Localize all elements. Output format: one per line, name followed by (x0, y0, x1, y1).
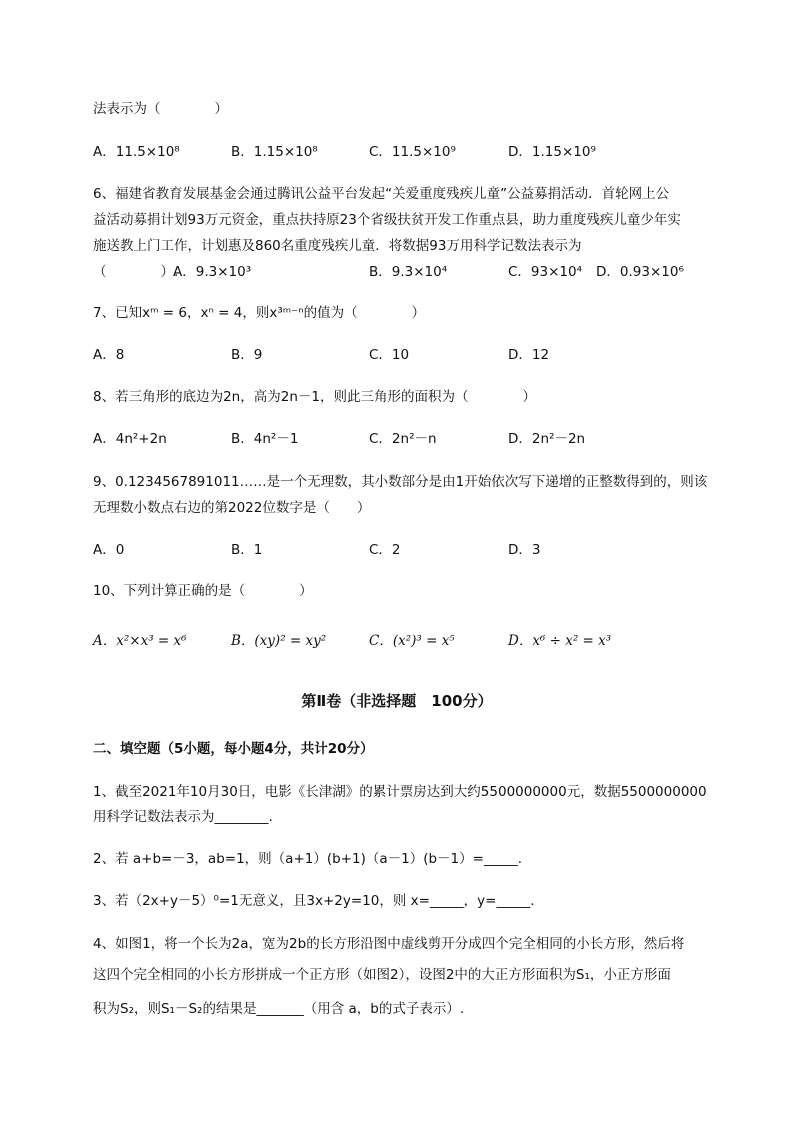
q5-option-c: C．11.5×10⁹ (369, 144, 456, 160)
q6-line2: 益活动募捐计划93万元资金，重点扶持原23个省级扶贫开发工作重点县，助力重度残疾儿童少年实 (93, 212, 681, 228)
fill1-line2: 用科学记数法表示为________. (93, 809, 273, 825)
q8-options (93, 430, 733, 448)
q10-text: 10、下列计算正确的是（ ） (93, 583, 313, 599)
q9-line2: 无理数小数点右边的第2022位数字是（ ） (93, 500, 371, 516)
q8-option-d: D．2n²－2n (508, 431, 586, 447)
q7-option-a: A．8 (93, 347, 125, 363)
q5-option-a: A．11.5×10⁸ (93, 144, 180, 160)
q7-option-c: C．10 (369, 347, 410, 363)
q8-option-a: A．4n²+2n (93, 431, 167, 447)
fill4-line3: 积为S₂，则S₁－S₂的结果是_______（用含 a，b的式子表示）. (93, 1001, 465, 1017)
fill4-line1: 4、如图1，将一个长为2a，宽为2b的长方形沿图中虚线剪开分成四个完全相同的小长方形，然后将 (93, 936, 685, 952)
q7-option-b: B．9 (231, 347, 263, 363)
fill4-line2: 这四个完全相同的小长方形拼成一个正方形（如图2），设图2中的大正方形面积为S₁，小正方形面 (93, 967, 671, 983)
q6-option-a: A．9.3×10³ (173, 264, 252, 280)
q9-options (93, 541, 733, 559)
q9-option-d: D．3 (508, 542, 541, 558)
q8-option-c: C．2n²－n (369, 431, 437, 447)
q6-line1: 6、福建省教育发展基金会通过腾讯公益平台发起“关爱重度残疾儿童”公益募捐活动．首轮网上公 (93, 186, 670, 202)
q7-text: 7、已知xᵐ = 6，xⁿ = 4，则x³ᵐ⁻ⁿ的值为（ ） (93, 305, 426, 321)
q5-tail: 法表示为（ ） (93, 101, 228, 117)
fill2-text: 2、若 a+b=－3，ab=1，则（a+1）(b+1)（a－1）(b－1）=_____. (93, 851, 522, 867)
part2-title: 第Ⅱ卷（非选择题 100分） (301, 692, 493, 710)
q8-text: 8、若三角形的底边为2n，高为2n－1，则此三角形的面积为（ ） (93, 389, 536, 405)
q9-option-c: C．2 (369, 542, 401, 558)
q10-option-a: A．x²×x³ = x⁶ (93, 633, 187, 649)
q9-line1: 9、0.1234567891011……是一个无理数，其小数部分是由1开始依次写下递增的正整数得到的，则该 (93, 474, 708, 490)
q10-option-b: B．(xy)² = xy² (231, 633, 327, 649)
q6-paren: （ ）. (93, 264, 179, 280)
q8-option-b: B．4n²－1 (231, 431, 299, 447)
q6-option-d: D．0.93×10⁶ (596, 264, 684, 280)
q9-option-b: B．1 (231, 542, 263, 558)
q5-option-d: D．1.15×10⁹ (508, 144, 596, 160)
q7-options (93, 346, 733, 364)
q9-option-a: A．0 (93, 542, 125, 558)
q10-options (93, 632, 733, 650)
q7-option-d: D．12 (508, 347, 550, 363)
q6-option-c: C．93×10⁴ (508, 264, 583, 280)
fill3-text: 3、若（2x+y－5）⁰=1无意义，且3x+2y=10，则 x=_____，y=_____. (93, 893, 535, 909)
q5-options (93, 143, 733, 161)
q6-option-b: B．9.3×10⁴ (369, 264, 448, 280)
q6-options (93, 263, 733, 281)
q6-line3: 施送教上门工作，计划惠及860名重度残疾儿童．将数据93万用科学记数法表示为 (93, 238, 582, 254)
fill1-line1: 1、截至2021年10月30日，电影《长津湖》的累计票房达到大约5500000000元，数据5500000000 (93, 784, 707, 800)
q10-option-c: C．(x²)³ = x⁵ (369, 633, 455, 649)
q5-option-b: B．1.15×10⁸ (231, 144, 318, 160)
section-heading: 二、填空题（5小题，每小题4分，共计20分） (93, 741, 374, 757)
q10-option-d: D．x⁶ ÷ x² = x³ (508, 633, 612, 649)
